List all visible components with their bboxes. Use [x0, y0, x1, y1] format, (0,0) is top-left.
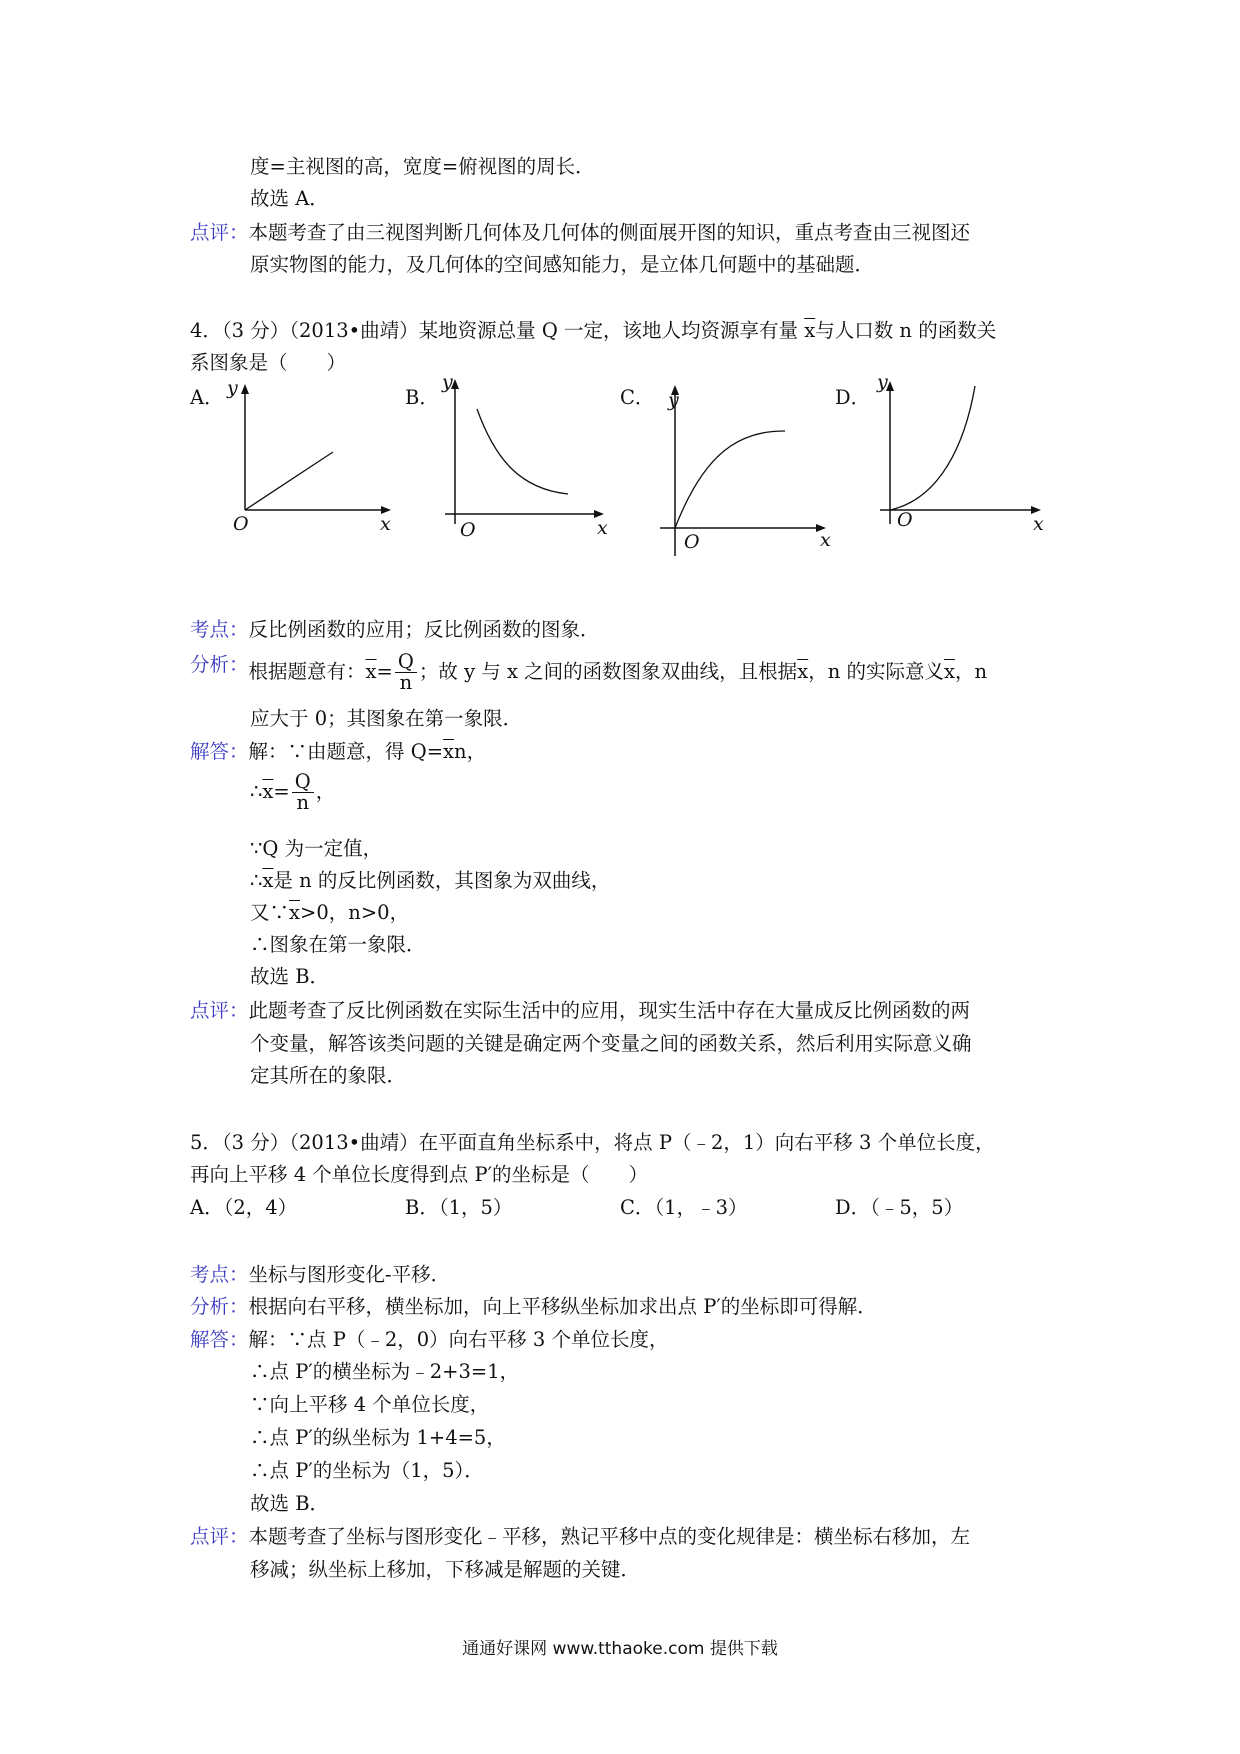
q4-stem-2: 系图象是（ ） — [190, 351, 347, 374]
curve-c — [675, 431, 785, 528]
q5-stem-1: 5．（3 分）（2013•曲靖）在平面直角坐标系中，将点 P（﹣2，1）向右平移 3 个单位长度， — [190, 1131, 995, 1154]
q4-jieda-5: 又$\because\overline{x}>0$，n>0， — [250, 901, 410, 924]
prev-comment-2: 原实物图的能力，及几何体的空间感知能力，是立体几何题中的基础题． — [250, 253, 875, 276]
curve-a — [245, 452, 333, 510]
graph-a — [225, 377, 405, 540]
curve-d — [890, 386, 975, 510]
q5-jieda-2: ∴点 P′的横坐标为﹣2+3=1， — [250, 1360, 520, 1383]
q5-dianping-1: 点评：本题考查了坐标与图形变化﹣平移，熟记平移中点的变化规律是：横坐标右移加，左 — [190, 1525, 971, 1548]
q5-jieda-4: ∴点 P′的纵坐标为 1+4=5， — [250, 1426, 506, 1449]
q5-jieda-5: ∴点 P′的坐标为（1，5）． — [250, 1459, 484, 1482]
q4-fenxi-2: 应大于 0；其图象在第一象限． — [250, 707, 523, 730]
q4-fenxi-1: 分析：根据题意有：$\overline{x}=$ $\frac{Q}{n}$ ；故 y 与 x 之间的函数图象双曲线，且根据$\overline{x}$，n 的实际意义$\overline{x}$，n — [190, 650, 988, 694]
svg-text:x: x — [1033, 513, 1044, 535]
q4-jieda-6: ∴图象在第一象限． — [250, 933, 426, 956]
q4-jieda-2: $\therefore\overline{x}=$ $\frac{Q}{n}$ ， — [250, 770, 336, 814]
q5-option-a: A．（2，4） — [190, 1196, 298, 1219]
origin-label: O — [233, 513, 249, 535]
q4-option-b-letter: B． — [405, 386, 439, 409]
q5-jieda-1: 解答：解：∵点 P（﹣2，0）向右平移 3 个单位长度， — [190, 1328, 669, 1351]
svg-text:x: x — [820, 529, 831, 551]
q5-option-b: B．（1，5） — [405, 1196, 513, 1219]
q4-option-c-letter: C． — [620, 386, 655, 409]
q5-stem-2: 再向上平移 4 个单位长度得到点 P′的坐标是（ ） — [190, 1163, 649, 1186]
q5-fenxi: 分析：根据向右平移，横坐标加，向上平移纵坐标加求出点 P′的坐标即可得解． — [190, 1295, 877, 1318]
svg-text:O: O — [460, 519, 476, 541]
svg-text:x: x — [597, 517, 608, 539]
q4-jieda-4: $\therefore\overline{x}$是 n 的反比例函数，其图象为双曲线， — [250, 869, 611, 892]
q4-stem-1: 4．（3 分）（2013•曲靖）某地资源总量 Q 一定，该地人均资源享有量 $\overline{x}$与人口数 n 的函数关 — [190, 319, 997, 342]
q5-dianping-2: 移减；纵坐标上移加，下移减是解题的关键． — [250, 1558, 641, 1581]
q5-option-d: D．（﹣5，5） — [835, 1196, 964, 1219]
q5-option-c: C．（1，﹣3） — [620, 1196, 748, 1219]
svg-text:y: y — [442, 371, 453, 393]
graph-b — [440, 371, 620, 544]
svg-text:y: y — [877, 371, 888, 393]
q4-dianping-2: 个变量，解答该类问题的关键是确定两个变量之间的函数关系，然后利用实际意义确 — [250, 1032, 972, 1055]
q4-option-a-letter: A． — [190, 386, 224, 409]
q4-jieda-3: ∵Q 为一定值， — [250, 837, 383, 860]
q5-jieda-3: ∵向上平移 4 个单位长度， — [250, 1393, 490, 1416]
svg-text:O: O — [897, 509, 913, 531]
svg-text:y: y — [668, 389, 679, 411]
graph-d — [875, 371, 1055, 544]
q4-option-d-letter: D． — [835, 386, 871, 409]
svg-text:O: O — [684, 531, 700, 553]
comment-label: 点评： — [190, 221, 249, 244]
curve-b — [477, 409, 568, 494]
q4-kaodian: 考点：反比例函数的应用；反比例函数的图象． — [190, 618, 600, 641]
q4-jieda-7: 故选 B． — [250, 965, 330, 988]
footer-download-note: 通通好课网 www.tthaoke.com 提供下载 — [462, 1639, 778, 1659]
prev-answer: 故选 A． — [250, 187, 329, 210]
q5-kaodian: 考点：坐标与图形变化-平移． — [190, 1263, 451, 1286]
prev-line: 度=主视图的高，宽度=俯视图的周长． — [250, 155, 595, 178]
q4-jieda-1: 解答：解：∵由题意，得 $Q=\overline{x}n$， — [190, 740, 487, 763]
x-axis-label: x — [380, 513, 391, 535]
q5-jieda-6: 故选 B． — [250, 1492, 330, 1515]
q4-dianping-1: 点评：此题考查了反比例函数在实际生活中的应用，现实生活中存在大量成反比例函数的两 — [190, 999, 971, 1022]
y-axis-label: y — [227, 377, 238, 399]
prev-comment-1: 点评：本题考查了由三视图判断几何体及几何体的侧面展开图的知识，重点考查由三视图还 — [190, 221, 971, 244]
graph-c — [660, 376, 840, 561]
q4-dianping-3: 定其所在的象限． — [250, 1064, 407, 1087]
